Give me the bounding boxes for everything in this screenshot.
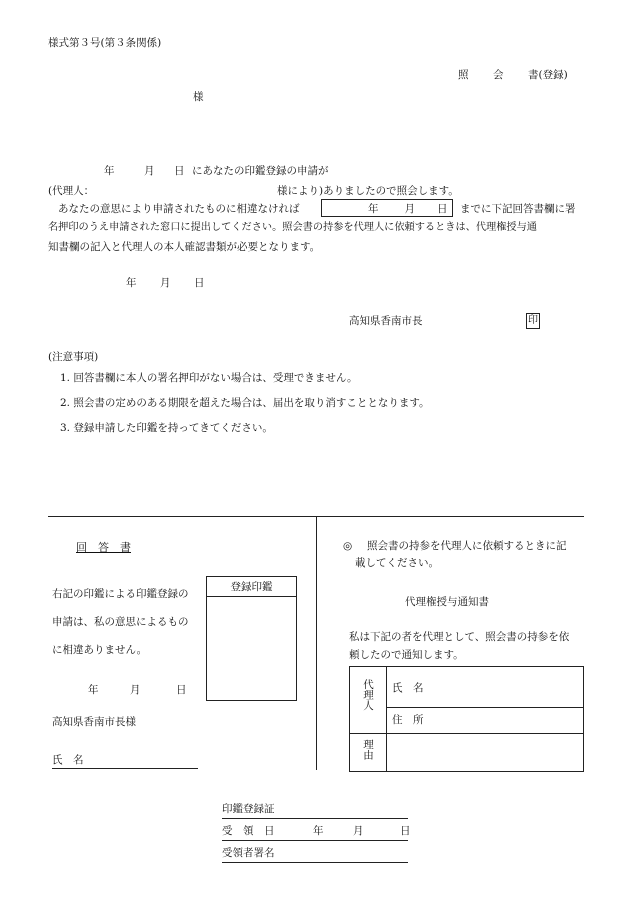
deadline-date-box (321, 199, 453, 217)
app-day-label: 日 (174, 165, 185, 177)
proxy-bullet: ◎ (343, 540, 353, 552)
reply-month-label: 月 (130, 684, 141, 696)
title-char-1: 照 (458, 69, 469, 81)
receive-date-label: 受 領 日 (222, 825, 275, 837)
application-text: にあなたの印鑑登録の申請が (192, 165, 329, 177)
note-item-1: 1. 回答書欄に本人の署名押印がない場合は、受理できません。 (60, 372, 358, 384)
receipt-title: 印鑑登録証 (222, 803, 275, 815)
proxy-body-line1: 私は下記の者を代理として、照会書の持参を依 (349, 631, 570, 643)
para-line1-b: までに下記回答書欄に署 (460, 203, 576, 215)
reply-year-label: 年 (88, 684, 99, 696)
reply-name-label: 氏 名 (52, 754, 84, 766)
deadline-month-label: 月 (404, 202, 415, 215)
notes-heading: (注意事項) (48, 351, 99, 363)
para-line2: 名押印のうえ申請された窓口に提出してください。照会書の持参を代理人に依頼するときは、代理権授与通 (48, 222, 537, 233)
reply-line-2: 申請は、私の意思によるもの (52, 616, 189, 628)
receiver-signature-label: 受領者署名 (222, 847, 275, 859)
receive-year-label: 年 (313, 825, 324, 837)
form-number: 様式第３号(第３条関係) (48, 37, 162, 49)
mayor-name: 高知県香南市長 (349, 315, 423, 327)
deadline-year-label: 年 (368, 202, 379, 215)
proxy-note-line2: 載してください。 (355, 557, 439, 569)
proxy-agent-label: 代理人 (362, 679, 374, 711)
deadline-day-label: 日 (437, 202, 448, 215)
proxy-name-label: 氏 名 (392, 682, 424, 694)
proxy-reason-label: 理由 (362, 739, 374, 760)
proxy-name-field[interactable] (387, 667, 583, 707)
agent-close: 様により)ありましたので照会します。 (277, 185, 459, 197)
note-item-2: 2. 照会書の定めのある期限を超えた場合は、届出を取り消すこととなります。 (60, 397, 430, 409)
registered-seal-box[interactable] (206, 576, 297, 701)
receive-month-label: 月 (353, 825, 364, 837)
addressee-suffix: 様 (193, 91, 204, 103)
title-char-3: 書(登録) (528, 69, 568, 81)
reply-line-1: 右記の印鑑による印鑑登録の (52, 588, 189, 600)
issue-year-label: 年 (126, 277, 137, 289)
reply-day-label: 日 (176, 684, 187, 696)
column-divider (316, 516, 317, 770)
receive-date-line[interactable] (222, 840, 408, 841)
issue-month-label: 月 (160, 277, 171, 289)
reply-title: 回 答 書 (76, 541, 131, 554)
proxy-title: 代理権授与通知書 (405, 596, 489, 608)
para-line1-a: あなたの意思により申請されたものに相違なければ (58, 203, 300, 215)
title-char-2: 会 (493, 69, 504, 81)
seal-box-label: 登録印鑑 (207, 577, 296, 597)
app-year-label: 年 (104, 165, 115, 177)
reply-addressee: 高知県香南市長様 (52, 716, 136, 728)
para-line3: 知書欄の記入と代理人の本人確認書類が必要となります。 (48, 241, 321, 253)
note-item-3: 3. 登録申請した印鑑を持ってきてください。 (60, 422, 273, 434)
app-month-label: 月 (144, 165, 155, 177)
proxy-table (349, 666, 584, 772)
proxy-address-label: 住 所 (392, 714, 424, 726)
receipt-title-line (222, 818, 408, 819)
reply-line-3: に相違ありません。 (52, 644, 148, 656)
seal-mark: 印 (526, 313, 540, 329)
proxy-reason-field[interactable] (387, 734, 583, 771)
receiver-signature-line[interactable] (222, 862, 408, 863)
issue-day-label: 日 (194, 277, 205, 289)
proxy-address-field[interactable] (387, 708, 583, 733)
agent-open: (代理人： (48, 185, 95, 197)
proxy-body-line2: 頼したので通知します。 (349, 649, 464, 661)
proxy-note-line1: 照会書の持参を代理人に依頼するときに記 (367, 540, 567, 552)
receive-day-label: 日 (400, 825, 411, 837)
reply-name-line[interactable] (52, 768, 198, 769)
